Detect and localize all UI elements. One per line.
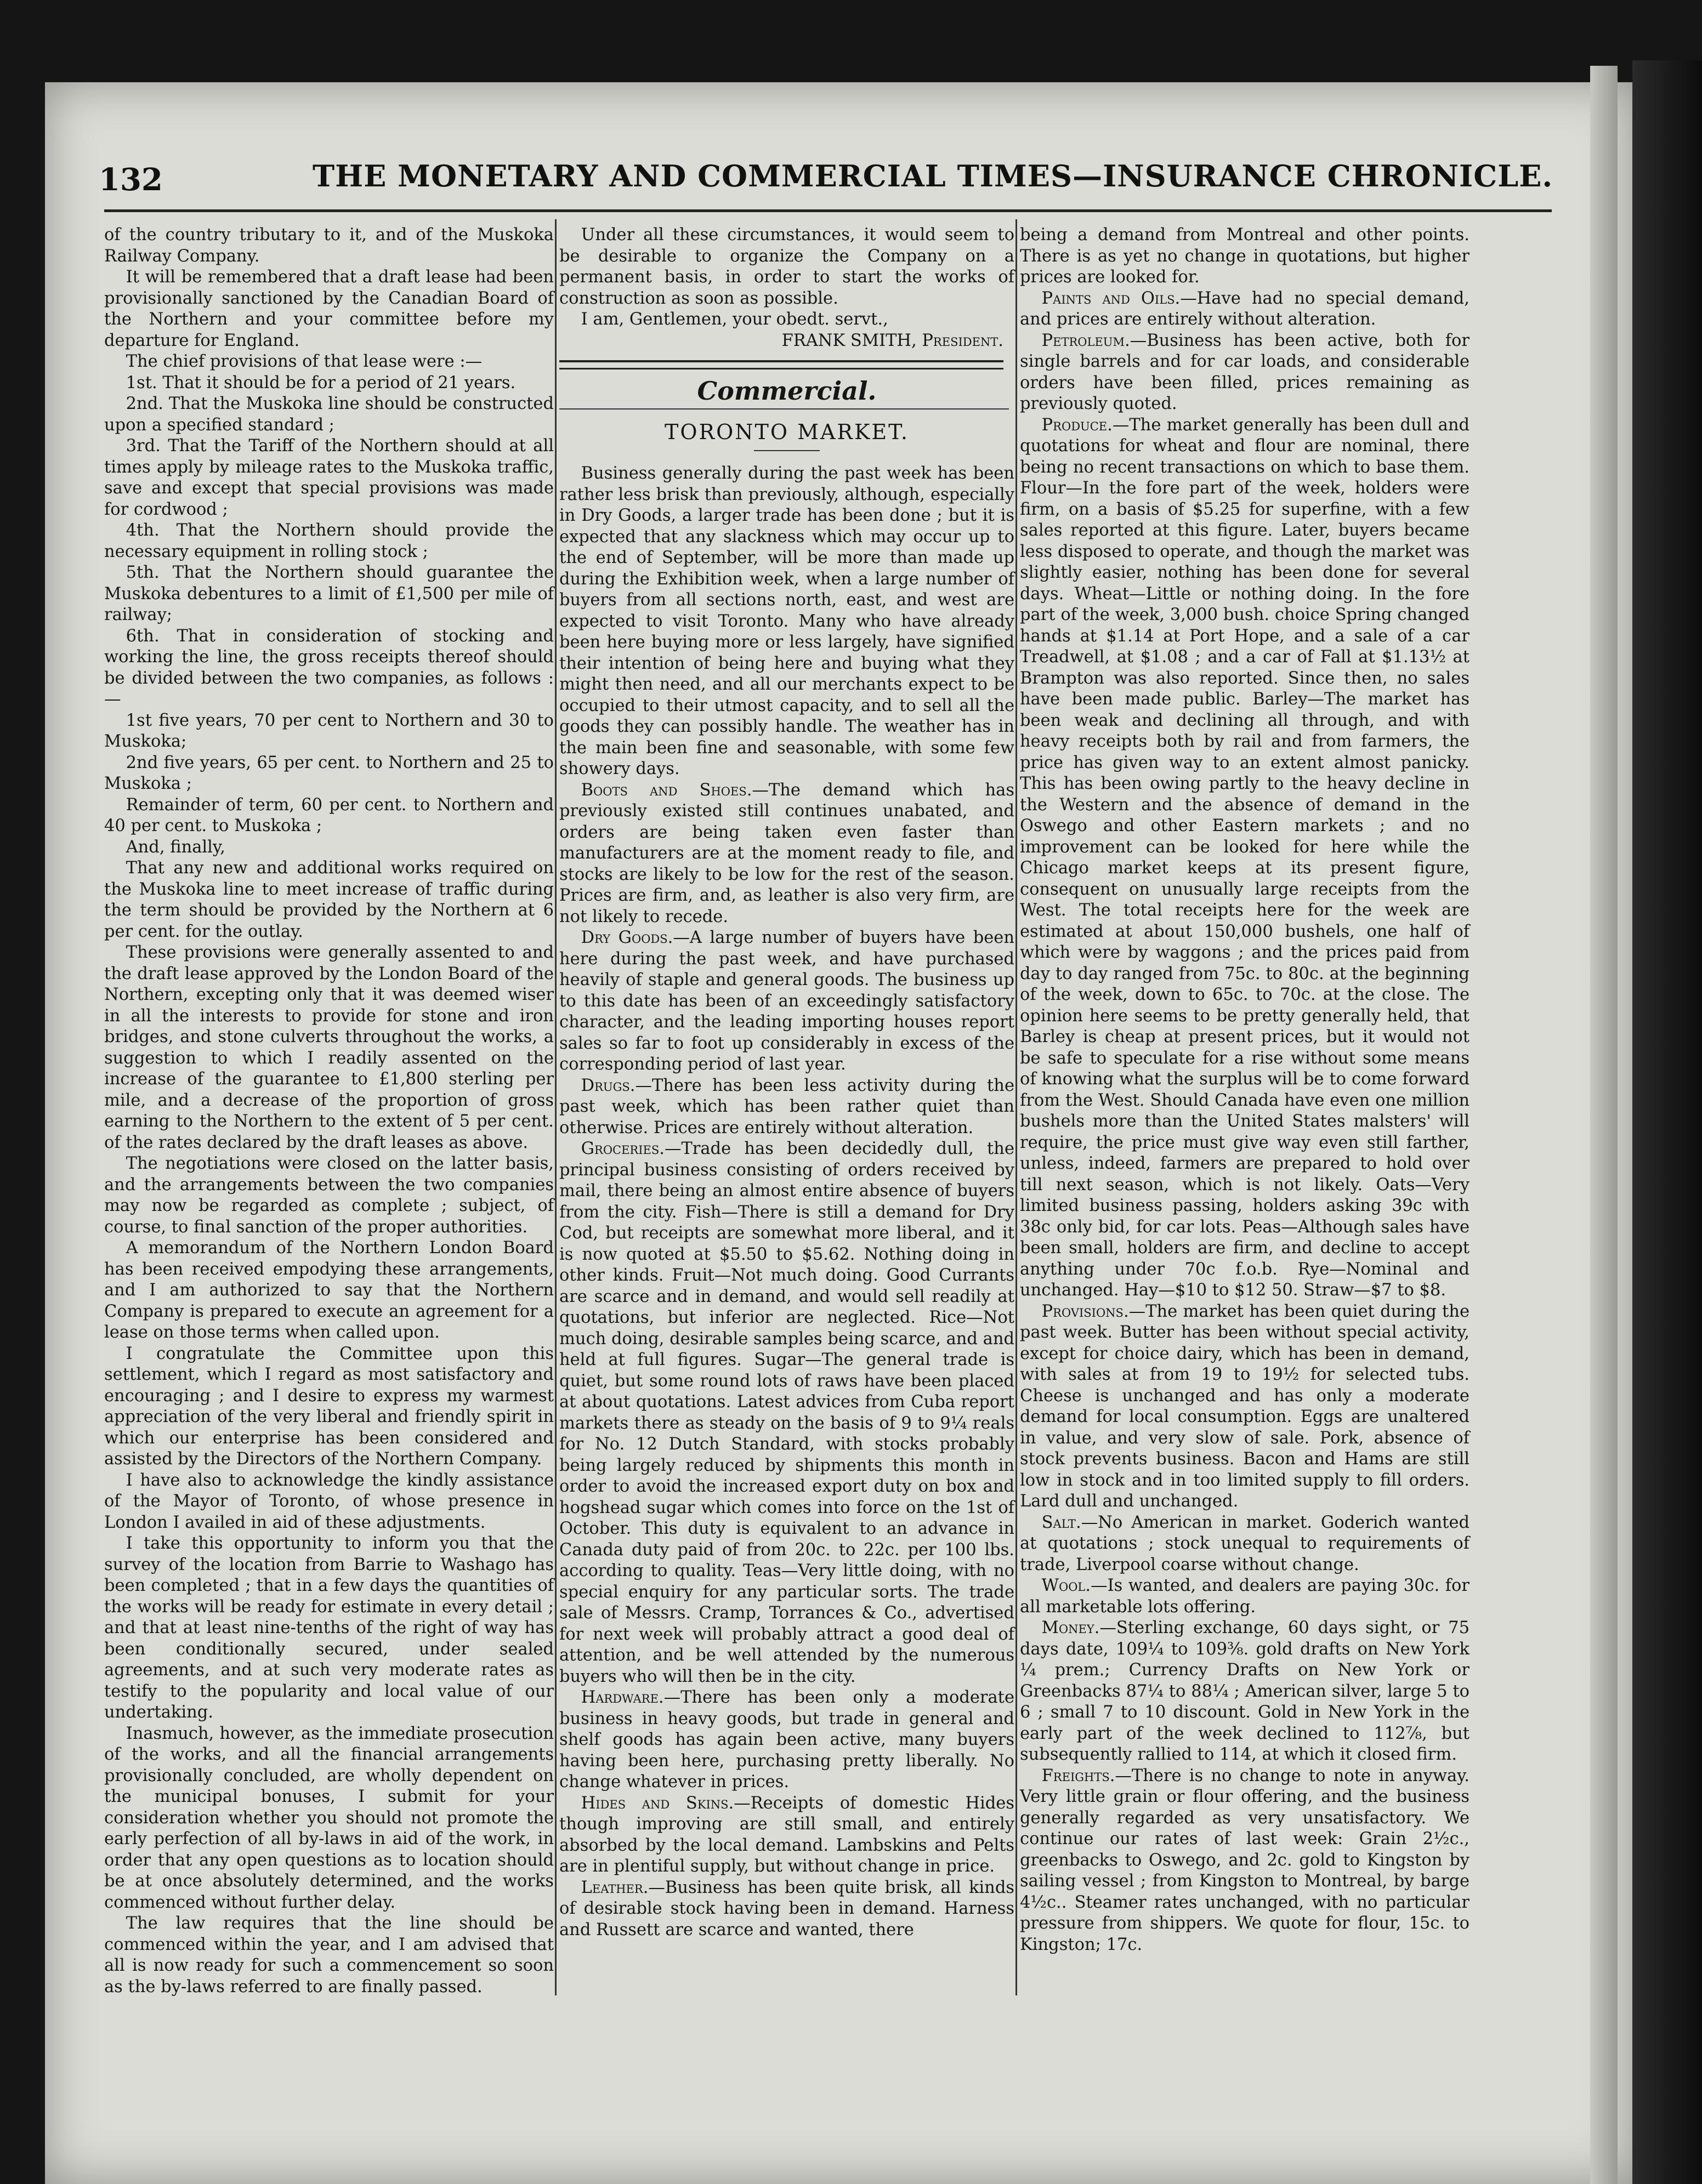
market-item xyxy=(559,1139,1014,1687)
paragraph: The law requires that the line should be commenced within the year, and I am advised that all is now ready for such a commencement so soon as the by-laws referred to are finally passed. xyxy=(104,1914,554,1997)
page-header xyxy=(99,151,1553,200)
column-divider xyxy=(1015,219,1017,1995)
paragraph: 4th. That the Northern should provide the necessary equipment in rolling stock ; xyxy=(104,521,554,561)
item-heading: Freights. xyxy=(1041,1766,1115,1785)
item-heading: Leather. xyxy=(581,1878,649,1897)
market-item xyxy=(559,1076,1014,1139)
column-middle xyxy=(559,225,1014,1941)
signature: FRANK SMITH, President. xyxy=(781,331,1003,350)
binding-shadow xyxy=(1632,60,1702,2184)
paragraph: These provisions were generally assented to and the draft lease approved by the London Board of the Northern, excepting only that it was deemed wiser in all the interests to provide for stone and iron bridges, and stone culverts throughout the works, a suggestion to which I readily assented on the increase of the guarantee to £1,800 sterling per mile, and a decrease of the proportion of gross earning to the Northern to the extent of 5 per cent. of the rates declared by the draft leases as above. xyxy=(104,943,554,1152)
column-divider xyxy=(555,219,557,1995)
item-text: —Business has been active, both for single barrels and for car loads, and considerable orders have been filled, prices remaining as previously quoted. xyxy=(1020,331,1470,413)
paragraph: And, finally, xyxy=(126,837,225,857)
paragraph: 5th. That the Northern should guarantee the Muskoka debentures to a limit of £1,500 per mile of railway; xyxy=(104,563,554,624)
paragraph: 2nd. That the Muskoka line should be constructed upon a specified standard ; xyxy=(104,394,554,435)
item-text: —There has been only a moderate business in heavy goods, but trade in general and shelf goods has again been active, many buyers having been here, purchasing pretty liberally. No change whatever in prices. xyxy=(559,1688,1014,1791)
market-heading: TORONTO MARKET. xyxy=(664,419,910,444)
section-rule xyxy=(559,408,1009,410)
item-text: —The demand which has previously existed still continues unabated, and orders are being taken even faster than manufacturers are at the moment ready to file, and stocks are likely to be low for the rest of the season. Prices are firm, and, as leather is also very firm, are not likely to recede. xyxy=(559,780,1014,926)
item-text: —A large number of buyers have been here during the past week, and have purchased heavily of staple and general goods. The business up to this date has been of an exceedingly satisfactory character, and the leading importing houses report sales so far to foot up considerably in excess of the corresponding period of last year. xyxy=(559,928,1014,1074)
item-text: —Business has been quite brisk, all kinds of desirable stock having been in demand. Harness and Russett are scarce and wanted, there xyxy=(559,1878,1014,1940)
item-text: —Have had no special demand, and prices are entirely without alteration. xyxy=(1020,288,1470,329)
market-item xyxy=(559,780,1014,928)
market-item xyxy=(1020,331,1470,415)
item-text: —The market generally has been dull and quotations for wheat and flour are nominal, there being no recent transactions on which to base them. Flour—In the fore part of the week, holders were firm, on a basis of $5.25 for superfine, with a few sales reported at this figure. Later, buyers became less disposed to operate, and though the market was slightly easier, nothing has been done for several days. Wheat—Little or nothing doing. In the fore part of the week, 3,000 bush. choice Spring changed hands at $1.14 at Port Hope, and a sale of a car Treadwell, at $1.08 ; and a car of Fall at $1.13½ at Brampton was also reported. Since then, no sales have been made public. Barley—The market has been weak and declining all through, and with heavy receipts both by rail and from farmers, the price has given way to an extent almost panicky. This has been owing partly to the heavy decline in the Western and the absence of demand in the Oswego and other Eastern markets ; and no improvement can be looked for here while the Chicago market keeps at its present figure, consequent on unusually large receipts from the West. The total receipts here for the week are estimated at about 150,000 bushels, one half of which were by waggons ; and the prices paid from day to day ranged from 75c. to 80c. at the beginning of the week, down to 65c. to 70c. at the close. The opinion here seems to be pretty generally held, that Barley is cheap at present prices, but it would not be safe to speculate for a rise without some means of knowing what the surplus will be to come forward from the West. Should Canada have even one million bushels more than the United States malsters' will require, the price must give way even still farther, unless, indeed, farmers are prepared to hold over till next season, which is not likely. Oats—Very limited business passing, holders asking 39c with 38c only bid, for car lots. Peas—Although sales have been small, holders are firm, and decline to accept anything under 70c f.o.b. Rye—Nominal and unchanged. Hay—$10 to $12 50. Straw—$7 to $8. xyxy=(1020,415,1470,1300)
item-heading: Salt. xyxy=(1041,1512,1081,1532)
paragraph: 2nd five years, 65 per cent. to Northern and 25 to Muskoka ; xyxy=(104,753,554,793)
paragraph: of the country tributary to it, and of the Muskoka Railway Company. xyxy=(104,225,554,266)
market-item xyxy=(559,928,1014,1076)
paragraph: Remainder of term, 60 per cent. to Northern and 40 per cent. to Muskoka ; xyxy=(104,795,554,835)
paragraph: 3rd. That the Tariff of the Northern should at all times apply by mileage rates to the Muskoka traffic, save and except that special provisions was made for cordwood ; xyxy=(104,436,554,519)
item-heading: Groceries. xyxy=(581,1139,665,1158)
item-heading: Money. xyxy=(1041,1618,1100,1637)
item-text: —There is no change to note in anyway. Very little grain or flour offering, and the business generally regarded as very unsatisfactory. We continue our rates of last week: Grain 2½c., greenbacks to Oswego, and 2c. gold to Kingston by sailing vessel ; from Kingston to Montreal, by barge 4½c.. Steamer rates unchanged, with no particular pressure from shippers. We quote for flour, 15c. to Kingston; 17c. xyxy=(1020,1766,1470,1954)
item-heading: Petroleum. xyxy=(1041,331,1130,350)
market-item xyxy=(1020,1576,1470,1618)
item-heading: Dry Goods. xyxy=(581,928,673,947)
item-text: —No American in market. Goderich wanted at quotations ; stock unequal to requirements of trade, Liverpool coarse without change. xyxy=(1020,1512,1470,1574)
column-left xyxy=(104,225,554,1998)
item-heading: Drugs. xyxy=(581,1076,636,1095)
item-text: —Trade has been decidedly dull, the principal business consisting of orders received by mail, there being an almost entire absence of buyers from the city. Fish—There is still a demand for Dry Cod, but receipts are somewhat more liberal, and it is now quoted at $5.50 to $5.62. Nothing doing in other kinds. Fruit—Not much doing. Good Currants are scarce and in demand, and would sell readily at quotations, but inferior are neglected. Rice—Not much doing, desirable samples being scarce, and and held at full figures. Sugar—The general trade is quiet, but some round lots of raws have been placed at about quotations. Latest advices from Cuba report markets there as steady on the basis of 9 to 9¼ reals for No. 12 Dutch Standard, with stocks probably being largely reduced by shipments this month in order to avoid the increased export duty on box and hogshead sugar which comes into force on the 1st of October. This duty is equivalent to an advance in Canada duty paid of from 20c. to 22c. per 100 lbs. according to quality. Teas—Very little doing, with no special enquiry for any particular sorts. The trade sale of Messrs. Cramp, Torrances & Co., advertised for next week will probably attract a good deal of attention, and be well attended by the numerous buyers who will then be in the city. xyxy=(559,1139,1014,1686)
market-item xyxy=(559,1687,1014,1793)
item-heading: Hides and Skins. xyxy=(581,1793,734,1813)
market-item xyxy=(1020,288,1470,331)
page-title: THE MONETARY AND COMMERCIAL TIMES—INSURANCE CHRONICLE. xyxy=(313,158,1553,194)
letter-closing: I am, Gentlemen, your obedt. servt., xyxy=(581,310,888,329)
paragraph: The negotiations were closed on the latter basis, and the arrangements between the two companies may now be regarded as complete ; subject, of course, to final sanction of the proper authorities. xyxy=(104,1154,554,1237)
paragraph: It will be remembered that a draft lease had been provisionally sanctioned by the Canadian Board of the Northern and your committee before my departure for England. xyxy=(104,268,554,350)
item-text: —Receipts of domestic Hides though improving are still small, and entirely absorbed by the local demand. Lambskins and Pelts are in plentiful supply, but without change in price. xyxy=(559,1793,1014,1876)
market-item xyxy=(559,1878,1014,1941)
item-heading: Boots and Shoes. xyxy=(581,780,752,800)
market-item xyxy=(1020,1512,1470,1576)
market-intro: Business generally during the past week has been rather less brisk than previously, although, especially in Dry Goods, a larger trade has been done ; but it is expected that any slackness which may occur up to the end of September, will be more than made up during the Exhibition week, when a large number of buyers from all sections north, east, and west are expected to visit Toronto. Many who have already been here buying more or less largely, have signified their intention of being here and buying what they might then need, and all our merchants expect to be occupied to their utmost capacity, and to sell all the goods they can possibly handle. The weather has in the main been fine and seasonable, with some few showery days. xyxy=(559,464,1014,778)
item-heading: Provisions. xyxy=(1041,1301,1129,1321)
market-item xyxy=(1020,1766,1470,1956)
item-text: —Sterling exchange, 60 days sight, or 75 days date, 109¼ to 109⅜. gold drafts on New York ¼ prem.; Currency Drafts on New York or Greenbacks 87¼ to 88¼ ; American silver, large 5 to 6 ; small 7 to 10 discount. Gold in New York in the early part of the week declined to 112⅞, but subsequently rallied to 114, at which it closed firm. xyxy=(1020,1618,1470,1764)
market-item xyxy=(1020,1618,1470,1766)
item-text: —There has been less activity during the past week, which has been rather quiet than otherwise. Prices are entirely without alteration. xyxy=(559,1076,1014,1138)
item-text: —The market has been quiet during the past week. Butter has been without special activity, except for choice dairy, which has been in demand, with sales at from 19 to 19½ for selected tubs. Cheese is unchanged and has only a moderate demand for local consumption. Eggs are unaltered in value, and very slow of sale. Pork, absence of stock prevents business. Bacon and Hams are still low in stock and in too limited supply to fill orders. Lard dull and unchanged. xyxy=(1020,1301,1470,1511)
paragraph: 1st. That it should be for a period of 21 years. xyxy=(126,373,516,393)
market-item xyxy=(1020,1301,1470,1512)
page-edge-strip xyxy=(1590,66,1618,2184)
short-rule xyxy=(754,450,820,451)
item-heading: Produce. xyxy=(1041,415,1113,435)
paragraph: I congratulate the Committee upon this settlement, which I regard as most satisfactory and encouraging ; and I desire to express my warmest appreciation of the very liberal and friendly spirit in which our enterprise has been considered and assisted by the Directors of the Northern Company. xyxy=(104,1344,554,1469)
paragraph: being a demand from Montreal and other points. There is as yet no change in quotations, but higher prices are looked for. xyxy=(1020,225,1470,287)
paragraph: 1st five years, 70 per cent to Northern and 30 to Muskoka; xyxy=(104,710,554,751)
paragraph: A memorandum of the Northern London Board has been received empodying these arrangements, and I am authorized to say that the Northern Company is prepared to execute an agreement for a lease on those terms when called upon. xyxy=(104,1238,554,1342)
column-right xyxy=(1020,225,1470,1955)
item-heading: Wool. xyxy=(1041,1576,1091,1595)
paragraph: That any new and additional works required on the Muskoka line to meet increase of traffic during the term should be provided by the Northern at 6 per cent. for the outlay. xyxy=(104,858,554,941)
market-item xyxy=(559,1793,1014,1878)
item-heading: Hardware. xyxy=(581,1688,664,1707)
paragraph: Inasmuch, however, as the immediate prosecution of the works, and all the financial arrangements provisionally concluded, are wholly dependent on the municipal bonuses, I submit for your consideration whether you should not promote the early perfection of all by-laws in aid of the work, in order that any open questions as to location should be at once absolutely determined, and the works commenced without further delay. xyxy=(104,1724,554,1912)
section-title: Commercial. xyxy=(697,376,877,406)
section-rule xyxy=(559,360,1003,369)
item-heading: Paints and Oils. xyxy=(1041,288,1181,308)
page-number: 132 xyxy=(99,162,163,198)
letter-paragraph: Under all these circumstances, it would seem to be desirable to organize the Company on a permanent basis, in order to start the works of construction as soon as possible. xyxy=(559,225,1014,308)
paragraph: The chief provisions of that lease were :— xyxy=(126,352,483,371)
paragraph: 6th. That in consideration of stocking and working the line, the gross receipts thereof should be divided between the two companies, as follows :— xyxy=(104,626,554,709)
paragraph: I have also to acknowledge the kindly assistance of the Mayor of Toronto, of whose presence in London I availed in aid of these adjustments. xyxy=(104,1470,554,1532)
paragraph: I take this opportunity to inform you that the survey of the location from Barrie to Washago has been completed ; that in a few days the quantities of the works will be ready for estimate in every detail ; and that at least nine-tenths of the right of way has been conditionally secured, under sealed agreements, and at such very moderate rates as testify to the popularity and local value of our undertaking. xyxy=(104,1534,554,1722)
item-text: —Is wanted, and dealers are paying 30c. for all marketable lots offering. xyxy=(1020,1576,1470,1617)
market-item xyxy=(1020,415,1470,1301)
header-rule xyxy=(104,209,1552,212)
